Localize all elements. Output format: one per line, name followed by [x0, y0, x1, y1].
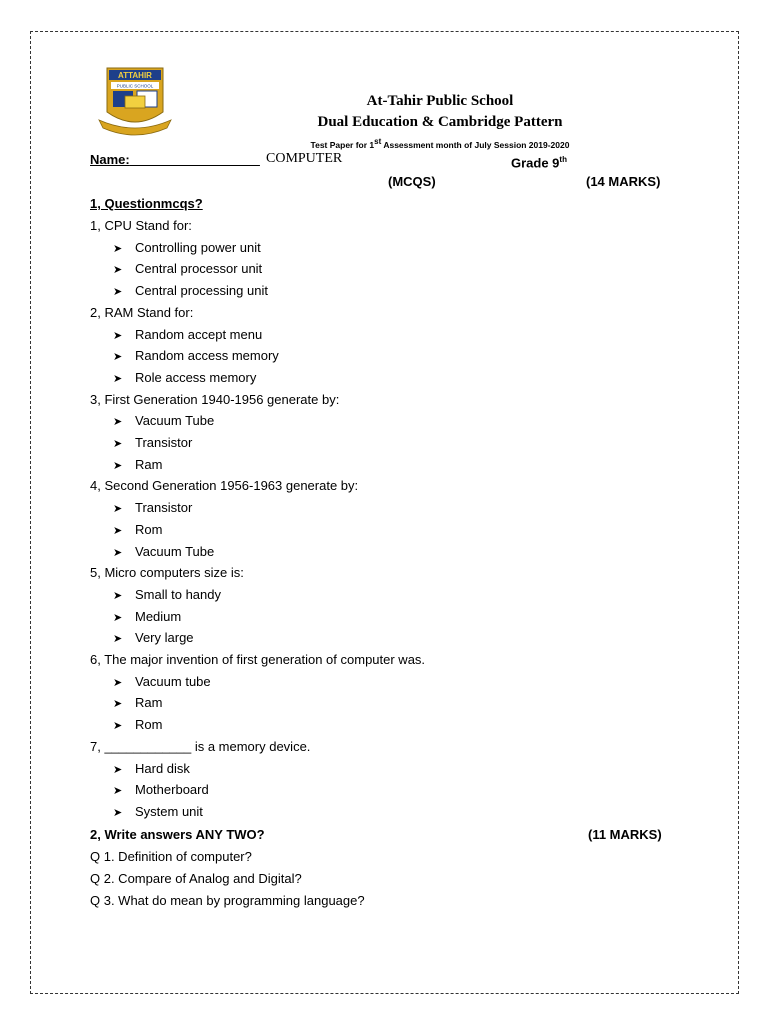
option-item [113, 587, 221, 604]
option-item [113, 761, 190, 778]
arrow-bullet-icon: ➤ [113, 698, 123, 711]
arrow-bullet-icon: ➤ [113, 806, 123, 819]
arrow-bullet-icon: ➤ [113, 676, 123, 689]
option-label: Ram [135, 695, 163, 711]
option-label: Hard disk [135, 760, 190, 776]
marks-label: (14 MARKS) [586, 174, 661, 189]
section-1-title: 1, Questionmcqs? [90, 196, 203, 211]
option-item [113, 804, 203, 821]
option-item [113, 630, 194, 647]
arrow-bullet-icon: ➤ [113, 329, 123, 342]
question-text: 2, RAM Stand for: [90, 304, 194, 320]
option-label: Medium [135, 608, 182, 624]
option-item [113, 261, 262, 278]
arrow-bullet-icon: ➤ [113, 459, 123, 472]
section-2-marks: (11 MARKS) [588, 827, 662, 842]
option-item [113, 283, 268, 300]
arrow-bullet-icon: ➤ [113, 286, 123, 299]
svg-text:ATTAHIR: ATTAHIR [118, 71, 152, 80]
option-item [113, 674, 211, 691]
test-line: Test Paper for 1st Assessment month of July Session 2019-2020 [310, 137, 570, 150]
arrow-bullet-icon: ➤ [113, 372, 123, 385]
option-item [113, 500, 192, 517]
option-label: Rom [135, 717, 163, 733]
grade-label: Grade 9th [511, 155, 567, 171]
subject-label: COMPUTER [266, 151, 343, 166]
short-question: Q 3. What do mean by programming language? [90, 893, 365, 908]
option-label: Vacuum Tube [135, 543, 215, 559]
short-question: Q 2. Compare of Analog and Digital? [90, 871, 302, 886]
svg-text:PUBLIC SCHOOL: PUBLIC SCHOOL [116, 83, 154, 89]
arrow-bullet-icon: ➤ [113, 242, 123, 255]
option-item [113, 695, 162, 712]
school-logo [95, 66, 175, 138]
option-label: Ram [135, 456, 163, 472]
section-2-title: 2, Write answers ANY TWO? [90, 827, 265, 842]
option-label: Rom [135, 521, 163, 537]
option-label: Transistor [135, 435, 193, 450]
option-item [113, 413, 214, 430]
school-name: At-Tahir Public School [366, 93, 514, 109]
option-label: Small to handy [135, 586, 221, 602]
option-item [113, 457, 162, 474]
question-text: 5, Micro computers size is: [90, 565, 244, 581]
question-text: 3, First Generation 1940-1956 generate by: [90, 391, 340, 407]
option-label: Random access memory [135, 348, 279, 364]
option-label: Random accept menu [135, 326, 263, 342]
option-item [113, 327, 262, 344]
arrow-bullet-icon: ➤ [113, 416, 123, 429]
question-text: 1, CPU Stand for: [90, 218, 192, 233]
option-label: Very large [135, 630, 194, 646]
option-label: System unit [135, 803, 203, 819]
arrow-bullet-icon: ➤ [113, 763, 123, 776]
question-text: 4, Second Generation 1956-1963 generate by: [90, 478, 359, 494]
option-item [113, 522, 162, 539]
option-item [113, 348, 279, 365]
arrow-bullet-icon: ➤ [113, 611, 123, 624]
option-item [113, 544, 214, 561]
mcqs-label: (MCQS) [388, 174, 436, 189]
question-text: 6, The major invention of first generation of computer was. [90, 652, 426, 667]
arrow-bullet-icon: ➤ [113, 546, 123, 559]
arrow-bullet-icon: ➤ [113, 633, 123, 646]
option-label: Motherboard [135, 782, 209, 798]
arrow-bullet-icon: ➤ [113, 264, 123, 277]
option-label: Vacuum Tube [135, 413, 215, 429]
option-label: Transistor [135, 500, 193, 516]
option-item [113, 782, 209, 799]
arrow-bullet-icon: ➤ [113, 720, 123, 733]
arrow-bullet-icon: ➤ [113, 503, 123, 516]
option-label: Role access memory [135, 369, 257, 385]
short-question: Q 1. Definition of computer? [90, 849, 252, 864]
question-text: 7, ____________ is a memory device. [90, 738, 311, 754]
school-pattern: Dual Education & Cambridge Pattern [317, 114, 563, 130]
name-label: Name:__________________ [90, 152, 260, 167]
arrow-bullet-icon: ➤ [113, 351, 123, 364]
option-label: Central processing unit [135, 283, 268, 299]
option-item [113, 609, 181, 626]
arrow-bullet-icon: ➤ [113, 589, 123, 602]
arrow-bullet-icon: ➤ [113, 438, 123, 450]
option-label: Controlling power unit [135, 239, 261, 255]
option-item [113, 435, 192, 452]
option-item [113, 370, 256, 387]
option-label: Central processor unit [135, 261, 263, 277]
arrow-bullet-icon: ➤ [113, 524, 123, 537]
option-item [113, 717, 162, 734]
arrow-bullet-icon: ➤ [113, 785, 123, 798]
option-item [113, 240, 261, 257]
option-label: Vacuum tube [135, 673, 211, 689]
